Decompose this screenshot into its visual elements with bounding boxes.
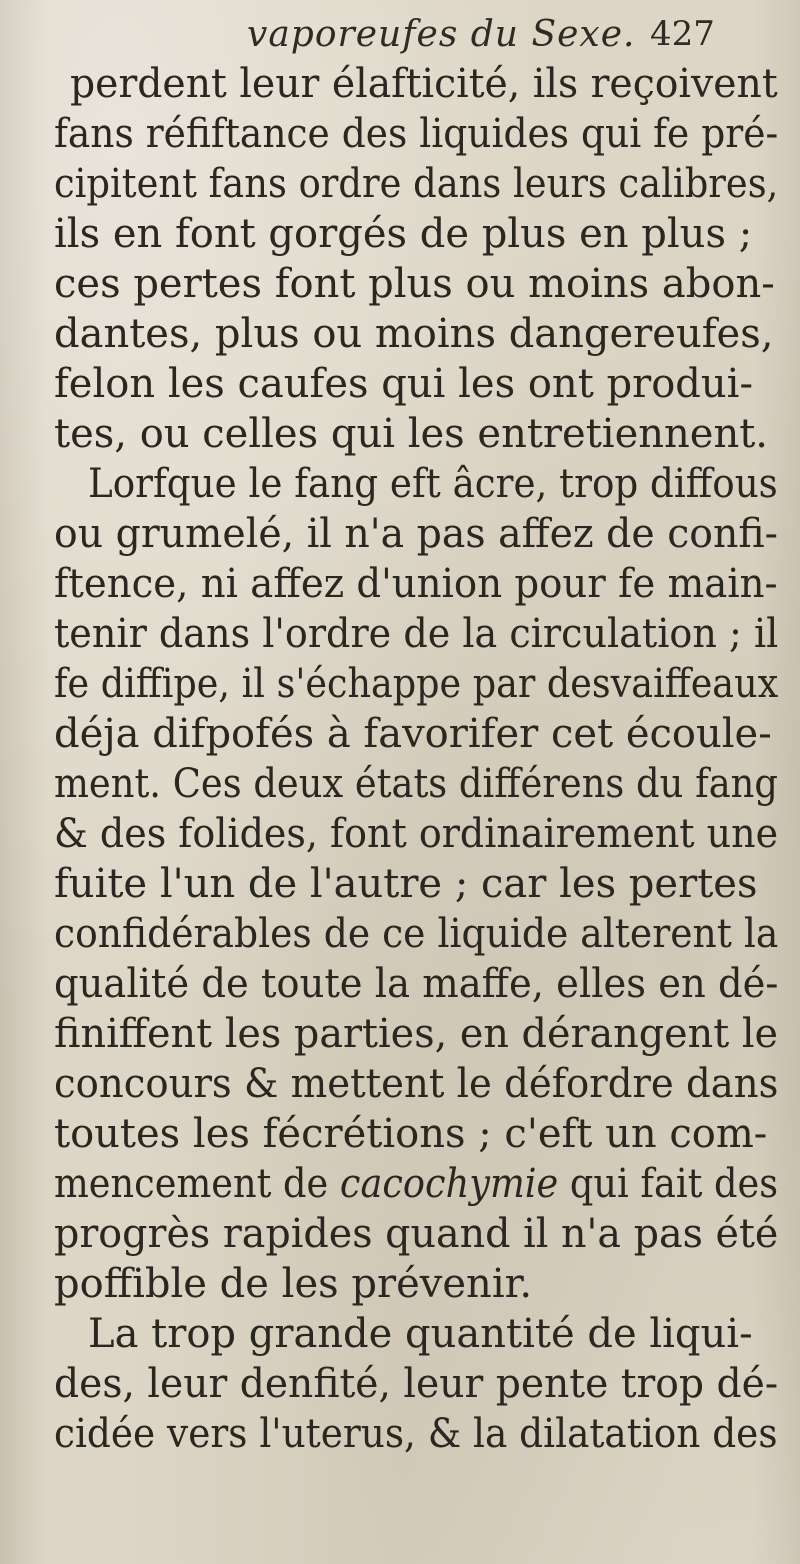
text-line-21: concours & mettent le défordre dans bbox=[54, 1061, 779, 1107]
text-line-19: qualité de toute la maffe, elles en dé- bbox=[54, 961, 779, 1007]
text-line-27: des, leur denfité, leur pente trop dé- bbox=[54, 1361, 779, 1407]
text-line-8: tes, ou celles qui les entretiennent. bbox=[54, 411, 769, 457]
text-line-28: cidée vers l'uterus, & la dilatation des bbox=[54, 1411, 778, 1457]
text-line-18: confidérables de ce liquide alterent la bbox=[54, 911, 779, 957]
text-line-23-end: qui fait des bbox=[569, 1161, 779, 1207]
text-line-11: ftence, ni affez d'union pour fe main- bbox=[54, 561, 778, 607]
text-line-20: finiffent les parties, en dérangent le bbox=[54, 1011, 779, 1057]
term-cacochymie: cacochymie bbox=[339, 1161, 559, 1207]
text-line-7: felon les caufes qui les ont produi- bbox=[54, 361, 753, 407]
text-line-4: ils en font gorgés de plus en plus ; bbox=[54, 211, 753, 257]
text-line-12: tenir dans l'ordre de la circulation ; il bbox=[54, 611, 779, 657]
text-line-14: déja difpofés à favorifer cet écoule- bbox=[54, 711, 772, 757]
text-line-23-start: mencement de bbox=[54, 1161, 329, 1207]
text-line-17: fuite l'un de l'autre ; car les pertes bbox=[54, 861, 758, 907]
running-title: vaporeufes du Sexe. bbox=[247, 14, 636, 55]
text-line-6: dantes, plus ou moins dangereufes, bbox=[54, 311, 774, 357]
text-line-25: poffible de les prévenir. bbox=[54, 1261, 533, 1307]
text-line-1: perdent leur élafticité, ils reçoivent bbox=[70, 61, 778, 107]
text-line-16: & des folides, font ordinairement une bbox=[54, 811, 779, 857]
text-line-22: toutes les fécrétions ; c'eft un com- bbox=[54, 1111, 768, 1157]
text-line-2: fans réfiftance des liquides qui fe pré- bbox=[54, 111, 779, 157]
text-line-15: ment. Ces deux états différens du fang bbox=[54, 761, 778, 807]
text-line-9: Lorfque le fang eft âcre, trop diffous bbox=[88, 461, 778, 507]
running-head bbox=[0, 8, 800, 60]
text-line-5: ces pertes font plus ou moins abon- bbox=[54, 261, 775, 307]
text-line-23 bbox=[54, 1160, 778, 1208]
text-line-10: ou grumelé, il n'a pas affez de confi- bbox=[54, 511, 779, 557]
text-line-26: La trop grande quantité de liqui- bbox=[88, 1311, 753, 1357]
page-number: 427 bbox=[650, 14, 715, 54]
text-line-3: cipitent fans ordre dans leurs calibres, bbox=[54, 161, 779, 207]
text-line-24: progrès rapides quand il n'a pas été bbox=[54, 1211, 779, 1257]
text-line-13: fe diffipe, il s'échappe par desvaiffeaux bbox=[54, 661, 779, 707]
